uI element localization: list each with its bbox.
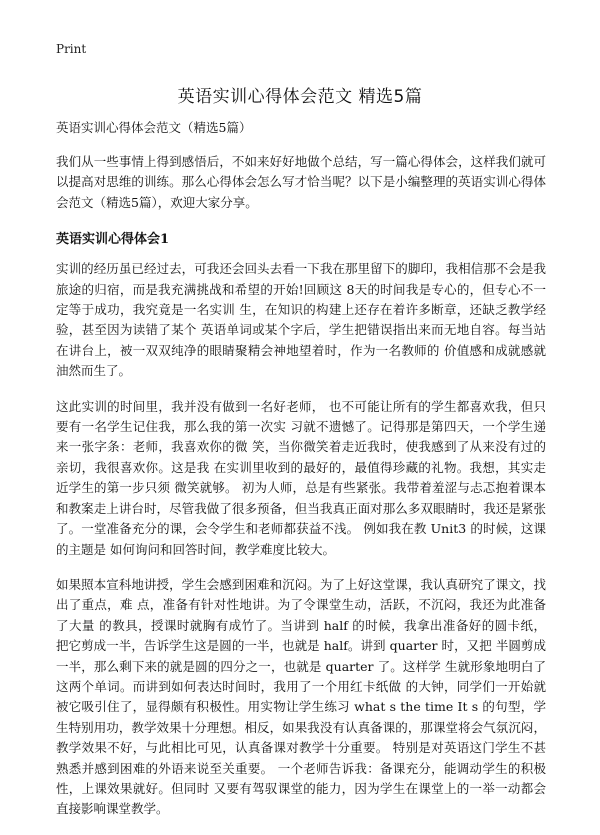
- page-title: 英语实训心得体会范文 精选5篇: [177, 87, 423, 107]
- document-body: [56, 118, 546, 835]
- print-link[interactable]: Print: [56, 42, 87, 56]
- intro-paragraph: 我们从一些事情上得到感悟后，不如来好好地做个总结，写一篇心得体会，这样我们就可以提高对思维的训练。那么心得体会怎么写才恰当呢？以下是小编整理的英语实训心得体会范文（精选5篇），欢迎大家分享。: [56, 154, 546, 210]
- body-paragraph: 如果照本宣科地讲授，学生会感到困难和沉闷。为了上好这堂课，我认真研究了课文，找出了重点，难 点，准备有针对性地讲。为了令课堂生动，活跃，不沉闷，我还为此准备了大量 的教具，授课时就胸有成竹了。当讲到 half 的时候，我拿出准备好的圆卡纸， 把它剪成一半，告诉学生这是圆的一半，也就是 half。讲到 quarter 时，又把 半圆剪成一半，那么剩下来的就是圆的四分之一，也就是 quarter 了。这样学 生就形象地明白了这两个单词。而讲到如何表达时间时，我用了一个用红卡纸做 的大钟，同学们一开始就被它吸引住了，显得颇有积极性。用实物让学生练习 what s the time It s 的句型，学生特别用功，教学效果十分理想。相反，如果我没有认真备课的，那课堂将会气氛沉闷，教学效果不好，与此相比可见，认真备课对教学十分重要。 特别是对英语这门学生不甚熟悉并感到困难的外语来说至关重要。 一个老师告诉我：备课充分，能调动学生的积极性，上课效果就好。但同时 又要有驾驭课堂的能力，因为学生在课堂上的一举一动都会直接影响课堂教学。: [56, 576, 546, 817]
- body-paragraph: 实训的经历虽已经过去，可我还会回头去看一下我在那里留下的脚印，我相信那不会是我旅途的归宿，而是我充满挑战和希望的开始!回顾这 8天的时间我是专心的，但专心不一定等于成功，我究竟是一名实训 生，在知识的构建上还存在着许多断章，还缺乏教学经验，甚至因为读错了某个 英语单词或某个字后，学生把错误指出来而无地自容。每当站在讲台上，被一双双纯净的眼睛聚精会神地望着时，作为一名教师的 价值感和成就感就油然而生了。: [56, 261, 546, 379]
- document-subtitle: 英语实训心得体会范文（精选5篇）: [56, 120, 252, 135]
- section-heading: 英语实训心得体会1: [56, 232, 170, 248]
- body-paragraph: 这此实训的时间里，我并没有做到一名好老师， 也不可能让所有的学生都喜欢我，但只要有一名学生记住我，那么我的第一次实 习就不遗憾了。记得那是第四天，一个学生递来一张字条：老师，我喜欢你的微 笑，当你微笑着走近我时，使我感到了从来没有过的亲切，我很喜欢你。这是我 在实训里收到的最好的，最值得珍藏的礼物。我想，其实走近学生的第一步只须 微笑就够。 初为人师，总是有些紧张。我带着羞涩与忐忑抱着课本和教案走上讲台时，尽管我做了很多预备，但当我真正面对那么多双眼睛时，我还是紧张了。一堂准备充分的课，会令学生和老师都获益不浅。 例如我在教 Unit3 的时候，这课的主题是 如何询问和回答时间，教学难度比较大。: [56, 398, 546, 557]
